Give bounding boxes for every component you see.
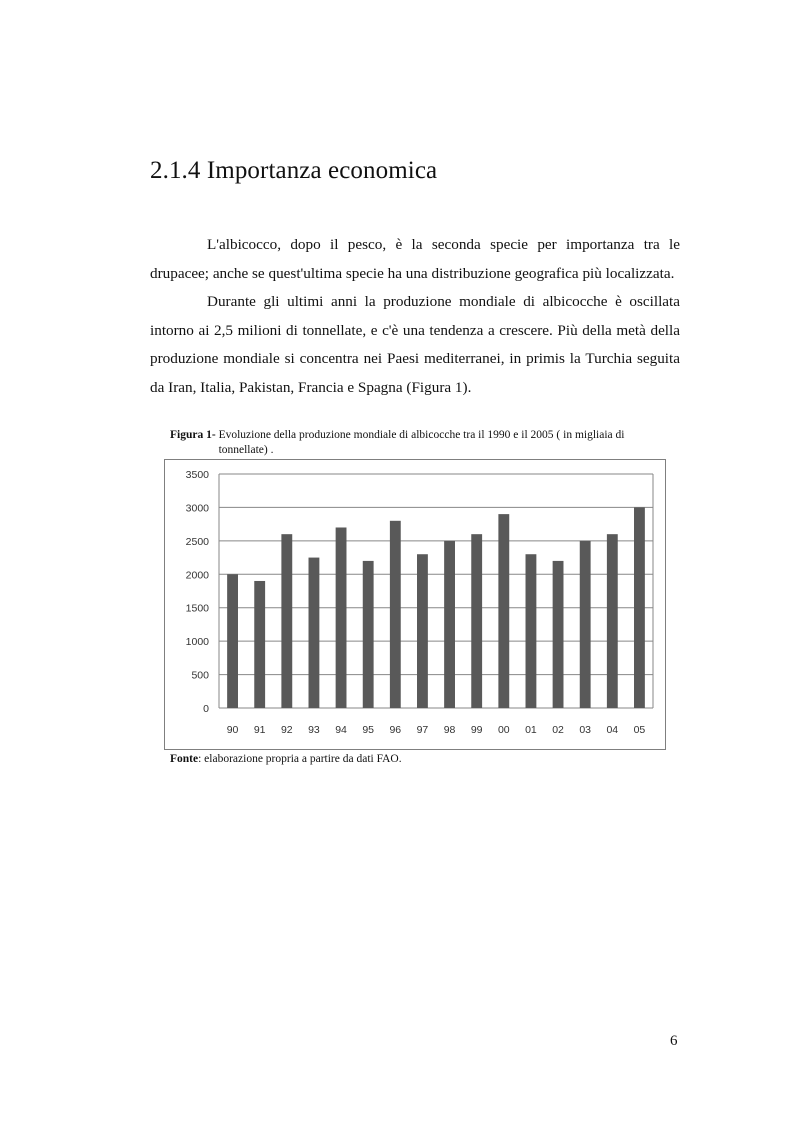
bar-98	[444, 541, 455, 708]
bar-02	[553, 561, 564, 708]
x-tick-label: 97	[416, 724, 429, 736]
bar-03	[580, 541, 591, 708]
bar-chart-svg	[165, 460, 665, 749]
x-tick-label: 02	[552, 724, 564, 736]
x-tick-label: 95	[362, 724, 375, 736]
x-tick-label: 90	[226, 724, 239, 736]
x-tick-label: 01	[525, 724, 537, 736]
bar-92	[281, 534, 292, 708]
bar-00	[498, 514, 509, 708]
production-chart	[164, 459, 666, 750]
bar-01	[526, 554, 537, 708]
y-tick-label: 1000	[185, 636, 209, 649]
x-tick-label: 05	[633, 724, 646, 736]
bar-97	[417, 554, 428, 708]
paragraph-1: L'albicocco, dopo il pesco, è la seconda specie per importanza tra le drupacee; anche se quest'ultima specie ha una distribuzione geografica più localizzata.	[150, 236, 680, 282]
source-text: : elaborazione propria a partire da dati FAO.	[198, 753, 402, 765]
x-tick-label: 98	[443, 724, 456, 736]
page-number: 6	[670, 1033, 678, 1049]
x-tick-label: 96	[389, 724, 402, 736]
y-tick-label: 0	[203, 703, 209, 715]
bar-04	[607, 534, 618, 708]
y-tick-label: 500	[191, 669, 209, 682]
y-tick-label: 3000	[185, 502, 209, 515]
x-tick-label: 03	[579, 724, 592, 736]
y-tick-label: 2000	[185, 569, 209, 582]
x-tick-label: 99	[470, 724, 483, 736]
bar-90	[227, 574, 238, 708]
figure-source	[170, 753, 402, 765]
figure-label: Figura 1-	[170, 429, 216, 441]
bar-95	[363, 561, 374, 708]
source-label: Fonte	[170, 753, 199, 765]
x-tick-label: 92	[280, 724, 293, 736]
bar-91	[254, 581, 265, 708]
x-tick-label: 94	[335, 724, 347, 736]
bar-05	[634, 507, 645, 708]
x-tick-label: 91	[253, 724, 266, 736]
bar-94	[336, 527, 347, 708]
y-tick-label: 3500	[185, 469, 209, 481]
bar-99	[471, 534, 482, 708]
figure-caption-text: Evoluzione della produzione mondiale di albicocche tra il 1990 e il 2005 ( in migliaia di tonnellate) .	[218, 429, 625, 456]
x-tick-label: 04	[606, 724, 619, 736]
paragraph-2: Durante gli ultimi anni la produzione mondiale di albicocche è oscillata intorno ai 2,5 milioni di tonnellate, e c'è una tendenza a crescere. Più della metà della produzione mondiale si concentra nei Paesi mediterranei, in primis la Turchia seguita da Iran, Italia, Pakistan, Francia e Spagna (Figura 1).	[150, 293, 680, 396]
bar-93	[309, 558, 320, 708]
body-text	[150, 231, 680, 402]
x-tick-label: 00	[497, 724, 510, 736]
x-tick-label: 93	[308, 724, 320, 736]
y-tick-label: 1500	[185, 602, 209, 615]
bar-96	[390, 521, 401, 708]
figure-caption	[170, 428, 630, 458]
section-heading: 2.1.4 Importanza economica	[150, 157, 438, 184]
y-tick-label: 2500	[185, 535, 209, 548]
